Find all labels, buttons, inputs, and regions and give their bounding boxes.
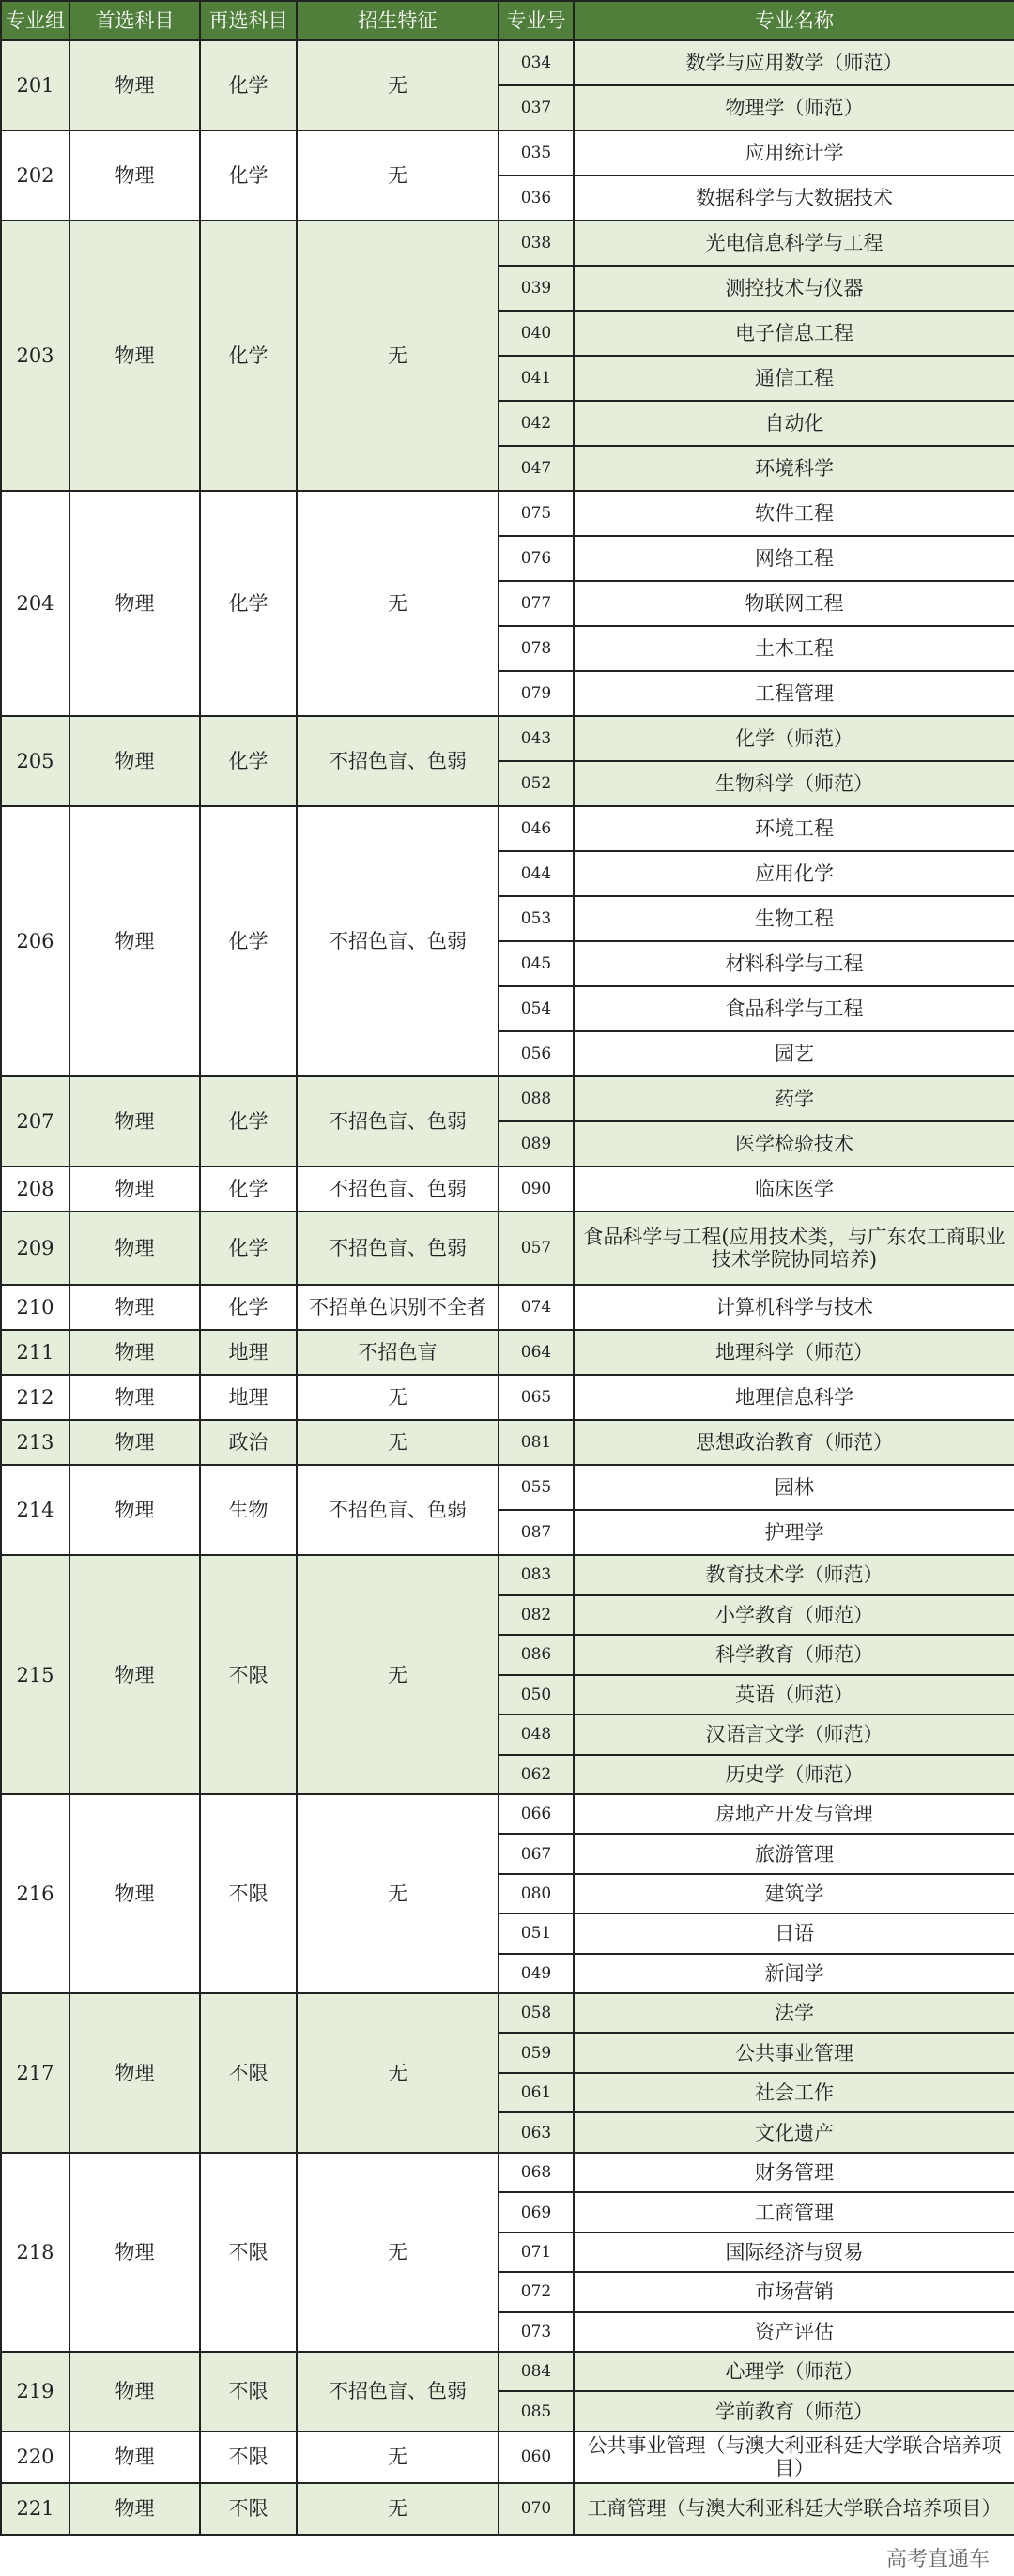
major-name: 食品科学与工程 xyxy=(574,986,1014,1031)
major-code: 057 xyxy=(499,1212,574,1285)
major-name: 计算机科学与技术 xyxy=(574,1285,1014,1330)
first-subject: 物理 xyxy=(69,1465,200,1555)
major-code: 072 xyxy=(499,2272,574,2311)
second-subject: 化学 xyxy=(200,1166,297,1212)
table-row xyxy=(1,1330,1014,1375)
major-code: 077 xyxy=(499,581,574,626)
group-id: 208 xyxy=(1,1166,69,1212)
second-subject: 化学 xyxy=(200,1212,297,1285)
major-code: 058 xyxy=(499,1993,574,2034)
major-code: 034 xyxy=(499,40,574,85)
first-subject: 物理 xyxy=(69,1420,200,1465)
major-name: 财务管理 xyxy=(574,2153,1014,2192)
group-id: 212 xyxy=(1,1375,69,1420)
group-id: 220 xyxy=(1,2431,69,2483)
major-name: 物理学（师范） xyxy=(574,85,1014,130)
table-row xyxy=(1,1212,1014,1285)
first-subject: 物理 xyxy=(69,2153,200,2352)
header-row xyxy=(1,1,1014,40)
feature: 无 xyxy=(297,1794,499,1993)
major-name: 化学（师范） xyxy=(574,716,1014,761)
major-name: 汉语言文学（师范） xyxy=(574,1715,1014,1755)
major-name: 自动化 xyxy=(574,401,1014,446)
major-name: 文化遗产 xyxy=(574,2112,1014,2153)
first-subject: 物理 xyxy=(69,1993,200,2153)
major-code: 090 xyxy=(499,1166,574,1212)
header-first-subject: 首选科目 xyxy=(69,1,200,40)
major-name: 心理学（师范） xyxy=(574,2352,1014,2392)
first-subject: 物理 xyxy=(69,1212,200,1285)
major-name: 电子信息工程 xyxy=(574,311,1014,356)
major-code: 046 xyxy=(499,806,574,851)
feature: 无 xyxy=(297,491,499,716)
first-subject: 物理 xyxy=(69,1555,200,1794)
header-major-code: 专业号 xyxy=(499,1,574,40)
header-major-name: 专业名称 xyxy=(574,1,1014,40)
major-code: 083 xyxy=(499,1555,574,1595)
group-id: 213 xyxy=(1,1420,69,1465)
major-code: 051 xyxy=(499,1913,574,1953)
major-name: 小学教育（师范） xyxy=(574,1595,1014,1636)
group-id: 214 xyxy=(1,1465,69,1555)
group-id: 201 xyxy=(1,40,69,130)
major-code: 045 xyxy=(499,941,574,986)
major-code: 070 xyxy=(499,2483,574,2535)
feature: 不招色盲、色弱 xyxy=(297,716,499,806)
table-row xyxy=(1,40,1014,85)
group-id: 203 xyxy=(1,221,69,491)
major-code: 086 xyxy=(499,1635,574,1675)
major-code: 085 xyxy=(499,2391,574,2431)
group-id: 209 xyxy=(1,1212,69,1285)
table-row xyxy=(1,221,1014,266)
major-code: 042 xyxy=(499,401,574,446)
major-name: 学前教育（师范） xyxy=(574,2391,1014,2431)
major-code: 081 xyxy=(499,1420,574,1465)
group-id: 219 xyxy=(1,2352,69,2431)
major-code: 088 xyxy=(499,1076,574,1121)
major-name: 地理科学（师范） xyxy=(574,1330,1014,1375)
major-name: 英语（师范） xyxy=(574,1675,1014,1715)
major-name: 医学检验技术 xyxy=(574,1121,1014,1166)
table-row xyxy=(1,1794,1014,1834)
major-code: 039 xyxy=(499,266,574,311)
group-id: 215 xyxy=(1,1555,69,1794)
first-subject: 物理 xyxy=(69,806,200,1076)
major-name: 科学教育（师范） xyxy=(574,1635,1014,1675)
first-subject: 物理 xyxy=(69,716,200,806)
table-row xyxy=(1,2483,1014,2535)
second-subject: 化学 xyxy=(200,1076,297,1166)
watermark: 高考直通车 xyxy=(885,2548,990,2571)
group-id: 204 xyxy=(1,491,69,716)
major-name: 数学与应用数学（师范） xyxy=(574,40,1014,85)
major-name: 应用化学 xyxy=(574,851,1014,896)
table-row xyxy=(1,716,1014,761)
first-subject: 物理 xyxy=(69,1330,200,1375)
major-name: 市场营销 xyxy=(574,2272,1014,2311)
header-feature: 招生特征 xyxy=(297,1,499,40)
major-name: 公共事业管理（与澳大利亚科廷大学联合培养项目） xyxy=(574,2431,1014,2483)
major-code: 052 xyxy=(499,761,574,806)
major-name: 历史学（师范） xyxy=(574,1755,1014,1795)
table-row xyxy=(1,1285,1014,1330)
major-name: 通信工程 xyxy=(574,356,1014,401)
feature: 不招色盲、色弱 xyxy=(297,1166,499,1212)
major-name: 数据科学与大数据技术 xyxy=(574,175,1014,221)
second-subject: 化学 xyxy=(200,40,297,130)
feature: 无 xyxy=(297,40,499,130)
major-code: 063 xyxy=(499,2112,574,2153)
major-name: 材料科学与工程 xyxy=(574,941,1014,986)
first-subject: 物理 xyxy=(69,130,200,221)
major-code: 084 xyxy=(499,2352,574,2392)
second-subject: 化学 xyxy=(200,491,297,716)
group-id: 221 xyxy=(1,2483,69,2535)
second-subject: 政治 xyxy=(200,1420,297,1465)
major-code: 089 xyxy=(499,1121,574,1166)
first-subject: 物理 xyxy=(69,1285,200,1330)
feature: 不招色盲、色弱 xyxy=(297,1076,499,1166)
table-row xyxy=(1,491,1014,536)
major-code: 075 xyxy=(499,491,574,536)
major-code: 041 xyxy=(499,356,574,401)
major-code: 068 xyxy=(499,2153,574,2192)
second-subject: 不限 xyxy=(200,1993,297,2153)
feature: 不招单色识别不全者 xyxy=(297,1285,499,1330)
major-code: 079 xyxy=(499,671,574,716)
major-code: 087 xyxy=(499,1510,574,1555)
major-code: 036 xyxy=(499,175,574,221)
major-name: 测控技术与仪器 xyxy=(574,266,1014,311)
second-subject: 化学 xyxy=(200,806,297,1076)
major-code: 074 xyxy=(499,1285,574,1330)
major-code: 038 xyxy=(499,221,574,266)
major-code: 035 xyxy=(499,130,574,175)
major-name: 教育技术学（师范） xyxy=(574,1555,1014,1595)
major-code: 055 xyxy=(499,1465,574,1510)
second-subject: 不限 xyxy=(200,2153,297,2352)
feature: 无 xyxy=(297,2483,499,2535)
major-name: 建筑学 xyxy=(574,1874,1014,1913)
major-code: 044 xyxy=(499,851,574,896)
major-name: 物联网工程 xyxy=(574,581,1014,626)
major-code: 050 xyxy=(499,1675,574,1715)
major-code: 049 xyxy=(499,1954,574,1993)
major-name: 光电信息科学与工程 xyxy=(574,221,1014,266)
major-code: 065 xyxy=(499,1375,574,1420)
feature: 无 xyxy=(297,2153,499,2352)
second-subject: 不限 xyxy=(200,2352,297,2431)
first-subject: 物理 xyxy=(69,491,200,716)
feature: 无 xyxy=(297,2431,499,2483)
major-name: 土木工程 xyxy=(574,626,1014,671)
table-row xyxy=(1,2431,1014,2483)
feature: 无 xyxy=(297,1375,499,1420)
major-code: 054 xyxy=(499,986,574,1031)
major-name: 公共事业管理 xyxy=(574,2033,1014,2073)
second-subject: 化学 xyxy=(200,716,297,806)
major-code: 059 xyxy=(499,2033,574,2073)
feature: 不招色盲、色弱 xyxy=(297,806,499,1076)
first-subject: 物理 xyxy=(69,1794,200,1993)
second-subject: 化学 xyxy=(200,221,297,491)
feature: 不招色盲、色弱 xyxy=(297,1465,499,1555)
major-code: 067 xyxy=(499,1834,574,1873)
major-code: 080 xyxy=(499,1874,574,1913)
first-subject: 物理 xyxy=(69,2431,200,2483)
major-code: 076 xyxy=(499,536,574,581)
major-code: 061 xyxy=(499,2073,574,2113)
first-subject: 物理 xyxy=(69,40,200,130)
group-id: 202 xyxy=(1,130,69,221)
second-subject: 不限 xyxy=(200,2483,297,2535)
second-subject: 不限 xyxy=(200,1794,297,1993)
header-group: 专业组 xyxy=(1,1,69,40)
major-name: 园林 xyxy=(574,1465,1014,1510)
major-code: 056 xyxy=(499,1031,574,1076)
major-name: 环境科学 xyxy=(574,446,1014,491)
major-code: 073 xyxy=(499,2312,574,2352)
table-row xyxy=(1,130,1014,175)
major-name: 生物科学（师范） xyxy=(574,761,1014,806)
major-name: 思想政治教育（师范） xyxy=(574,1420,1014,1465)
second-subject: 不限 xyxy=(200,1555,297,1794)
group-id: 210 xyxy=(1,1285,69,1330)
major-name: 日语 xyxy=(574,1913,1014,1953)
second-subject: 地理 xyxy=(200,1375,297,1420)
major-code: 060 xyxy=(499,2431,574,2483)
first-subject: 物理 xyxy=(69,221,200,491)
major-name: 房地产开发与管理 xyxy=(574,1794,1014,1834)
major-name: 工程管理 xyxy=(574,671,1014,716)
major-name: 食品科学与工程(应用技术类，与广东农工商职业技术学院协同培养) xyxy=(574,1212,1014,1285)
major-name: 社会工作 xyxy=(574,2073,1014,2113)
feature: 不招色盲、色弱 xyxy=(297,2352,499,2431)
first-subject: 物理 xyxy=(69,1375,200,1420)
major-code: 048 xyxy=(499,1715,574,1755)
table-row xyxy=(1,1420,1014,1465)
group-id: 206 xyxy=(1,806,69,1076)
major-name: 工商管理 xyxy=(574,2192,1014,2232)
table-row xyxy=(1,1993,1014,2034)
table-row xyxy=(1,1465,1014,1510)
group-id: 205 xyxy=(1,716,69,806)
major-code: 047 xyxy=(499,446,574,491)
major-code: 053 xyxy=(499,896,574,941)
major-name: 新闻学 xyxy=(574,1954,1014,1993)
major-name: 应用统计学 xyxy=(574,130,1014,175)
major-code: 071 xyxy=(499,2233,574,2272)
second-subject: 化学 xyxy=(200,130,297,221)
first-subject: 物理 xyxy=(69,1166,200,1212)
major-name: 地理信息科学 xyxy=(574,1375,1014,1420)
feature: 无 xyxy=(297,1993,499,2153)
major-name: 工商管理（与澳大利亚科廷大学联合培养项目） xyxy=(574,2483,1014,2535)
major-name: 护理学 xyxy=(574,1510,1014,1555)
major-name: 药学 xyxy=(574,1076,1014,1121)
major-name: 法学 xyxy=(574,1993,1014,2034)
first-subject: 物理 xyxy=(69,2483,200,2535)
feature: 无 xyxy=(297,221,499,491)
feature: 不招色盲 xyxy=(297,1330,499,1375)
major-name: 国际经济与贸易 xyxy=(574,2233,1014,2272)
major-code: 082 xyxy=(499,1595,574,1636)
first-subject: 物理 xyxy=(69,1076,200,1166)
major-code: 062 xyxy=(499,1755,574,1795)
major-name: 软件工程 xyxy=(574,491,1014,536)
feature: 无 xyxy=(297,130,499,221)
second-subject: 生物 xyxy=(200,1465,297,1555)
second-subject: 化学 xyxy=(200,1285,297,1330)
group-id: 217 xyxy=(1,1993,69,2153)
major-name: 资产评估 xyxy=(574,2312,1014,2352)
table-row xyxy=(1,1166,1014,1212)
major-name: 旅游管理 xyxy=(574,1834,1014,1873)
major-name: 网络工程 xyxy=(574,536,1014,581)
first-subject: 物理 xyxy=(69,2352,200,2431)
major-code: 064 xyxy=(499,1330,574,1375)
table-row xyxy=(1,2352,1014,2392)
second-subject: 地理 xyxy=(200,1330,297,1375)
table-row xyxy=(1,1375,1014,1420)
major-code: 043 xyxy=(499,716,574,761)
major-code: 069 xyxy=(499,2192,574,2232)
major-name: 园艺 xyxy=(574,1031,1014,1076)
feature: 无 xyxy=(297,1555,499,1794)
major-code: 037 xyxy=(499,85,574,130)
table-row xyxy=(1,1555,1014,1595)
second-subject: 不限 xyxy=(200,2431,297,2483)
major-code: 078 xyxy=(499,626,574,671)
group-id: 218 xyxy=(1,2153,69,2352)
table-row xyxy=(1,1076,1014,1121)
major-name: 环境工程 xyxy=(574,806,1014,851)
table-row xyxy=(1,2153,1014,2192)
table-row xyxy=(1,806,1014,851)
major-code: 066 xyxy=(499,1794,574,1834)
major-name: 生物工程 xyxy=(574,896,1014,941)
group-id: 207 xyxy=(1,1076,69,1166)
group-id: 216 xyxy=(1,1794,69,1993)
header-second-subject: 再选科目 xyxy=(200,1,297,40)
feature: 无 xyxy=(297,1420,499,1465)
major-name: 临床医学 xyxy=(574,1166,1014,1212)
major-code: 040 xyxy=(499,311,574,356)
group-id: 211 xyxy=(1,1330,69,1375)
feature: 不招色盲、色弱 xyxy=(297,1212,499,1285)
